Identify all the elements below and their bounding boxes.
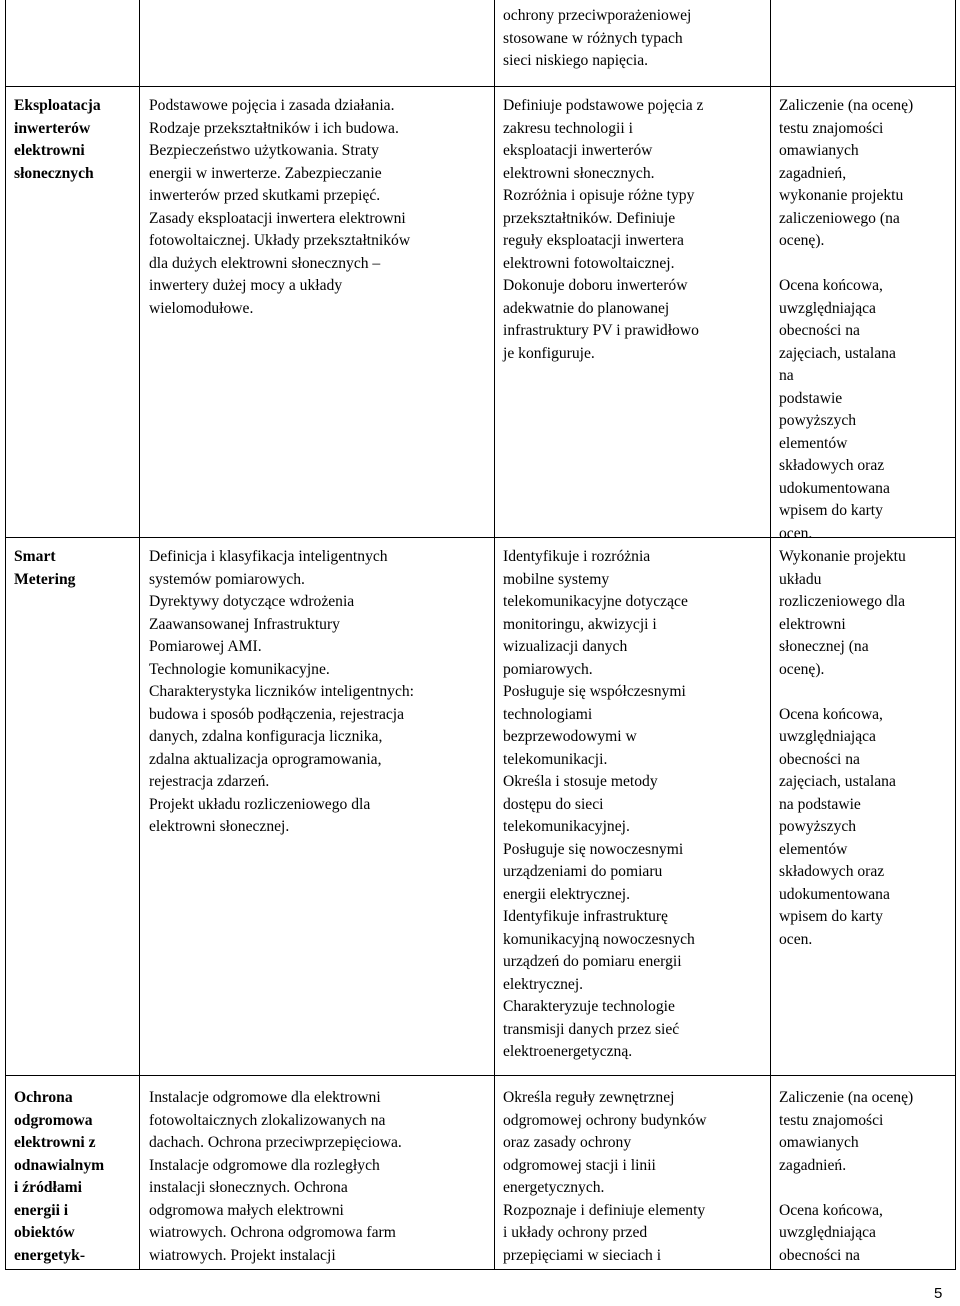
table-row-outcomes: Definiuje podstawowe pojęcia z zakresu technologii i eksploatacji inwerterów elektrowni słonecznych. Rozróżnia i opisuje różne typy przekształtników. Definiuje reguły eksploatacji inwertera elektrowni fotowoltaicznej. Dokonuje doboru inwerterów adekwatnie do planowanej infrastruktury PV i prawidłowo je konfiguruje. [503,97,704,362]
table-bottom-border [5,1269,956,1270]
table-row-outcomes: Określa reguły zewnętrznej odgromowej ochrony budynków oraz zasady ochrony odgromowej stacji i linii energetycznych. Rozpoznaje i definiuje elementy i układy ochrony przed przepięciami w sieciach i [503,1089,707,1264]
continued-outcomes-text: ochrony przeciwporażeniowej stosowane w różnych typach sieci niskiego napięcia. [503,7,692,69]
table-border-col2 [494,0,495,1270]
table-border-left [5,0,6,1270]
table-row-assessment: Wykonanie projektu układu rozliczeniowego dla elektrowni słonecznej (na ocenę). Ocena końcowa, uwzględniająca obecności na zajęciach, ustalana na podstawie powyższych elementów składowych oraz udokumentowana wpisem do karty ocen. [779,548,906,948]
table-border-right [955,0,956,1270]
table-row-content: Podstawowe pojęcia i zasada działania. Rodzaje przekształtników i ich budowa. Bezpieczeństwo użytkowania. Straty energii w inwerterze. Zabezpieczanie inwerterów przed skutkami przepięć. Zasady eksploatacji inwertera elektrowni fotowoltaicznej. Układy przekształtników dla dużych elektrowni słonecznych – inwertery dużej mocy a układy wielomodułowe. [149,97,411,317]
table-row-subject: Ochrona odgromowa elektrowni z odnawialnym i źródłami energii i obiektów energetyk- [14,1089,105,1264]
table-row-content: Instalacje odgromowe dla elektrowni fotowoltaicznych zlokalizowanych na dachach. Ochrona przeciwprzepięciowa. Instalacje odgromowe dla rozległych instalacji słonecznych. Ochrona odgromowa małych elektrowni wiatrowych. Ochrona odgromowa farm wiatrowych. Projekt instalacji [149,1089,402,1264]
table-row-content: Definicja i klasyfikacja inteligentnych systemów pomiarowych. Dyrektywy dotyczące wdrożenia Zaawansowanej Infrastruktury Pomiarowej AMI. Technologie komunikacyjne. Charakterystyka liczników inteligentnych: budowa i sposób podłączenia, rejestracja danych, zdalna konfiguracja licznika, zdalna aktualizacja oprogramowania, rejestracja zdarzeń. Projekt układu rozliczeniowego dla elektrowni słonecznej. [149,548,415,835]
table-row-assessment: Zaliczenie (na ocenę) testu znajomości omawianych zagadnień. Ocena końcowa, uwzględniająca obecności na [779,1089,914,1264]
table-border-col1 [139,0,140,1270]
table-border-col3 [770,0,771,1270]
table-row-divider [5,86,956,87]
table-row-outcomes: Identyfikuje i rozróżnia mobilne systemy telekomunikacyjne dotyczące monitoringu, akwizycji i wizualizacji danych pomiarowych. Posługuje się współczesnymi technologiami bezprzewodowymi w telekomunikacji. Określa i stosuje metody dostępu do sieci telekomunikacyjnej. Posługuje się nowoczesnymi urządzeniami do pomiaru energii elektrycznej. Identyfikuje infrastrukturę komunikacyjną nowoczesnych urządzeń do pomiaru energii elektrycznej. Charakteryzuje technologie transmisji danych przez sieć elektroenergetyczną. [503,548,695,1060]
page-number: 5 [934,1285,943,1302]
table-row-assessment: Zaliczenie (na ocenę) testu znajomości omawianych zagadnień, wykonanie projektu zaliczeniowego (na ocenę). Ocena końcowa, uwzględniająca obecności na zajęciach, ustalana na podstawie powyższych elementów składowych oraz udokumentowana wpisem do karty ocen. [779,97,914,542]
table-row-subject: Eksploatacja inwerterów elektrowni słonecznych [14,97,101,182]
table-row-subject: Smart Metering [14,548,76,588]
table-row-divider [5,1075,956,1076]
